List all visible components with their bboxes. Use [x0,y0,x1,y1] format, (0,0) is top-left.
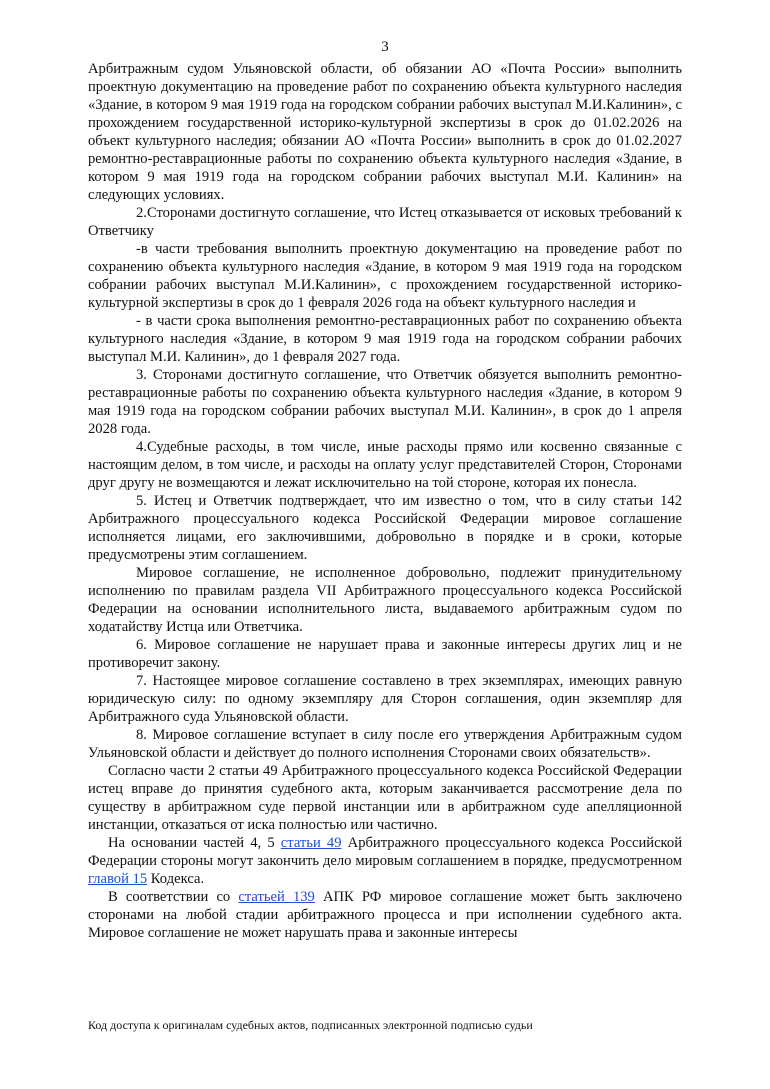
paragraph-clause-8: 8. Мировое соглашение вступает в силу после его утверждения Арбитражным судом Ульяновской области и действует до полного исполнения Сторонами своих обязательств». [88,727,682,761]
paragraph-clause-4: 4.Судебные расходы, в том числе, иные расходы прямо или косвенно связанные с настоящим делом, в том числе, и расходы на оплату услуг представителей Сторон, Сторонами друг другу не возмещаются и лежат исключительно на той стороне, которая их понесла. [88,439,682,491]
article-139-text-1: В соответствии со [108,889,239,905]
paragraph-clause-2: 2.Сторонами достигнуто соглашение, что Истец отказывается от исковых требований к Ответчику [88,205,682,239]
page-number: 3 [381,39,389,55]
legal-basis-text-3: Кодекса. [147,871,205,887]
article-139-text-2: АПК РФ мировое соглашение может быть заключено сторонами на любой стадии арбитражного процесса и при исполнении судебного акта. Мировое соглашение не может нарушать права и законные интересы [88,889,682,941]
paragraph-article-139 [88,888,682,942]
access-code-footer: Код доступа к оригиналам судебных актов, подписанных электронной подписью судьи [88,1018,533,1032]
paragraph-clause-2-item-1: -в части требования выполнить проектную документацию на проведение работ по сохранению объекта культурного наследия «Здание, в котором 9 мая 1919 года на городском собрании рабочих выступал М.И.Калинин», с прохождением государственной историко-культурной экспертизы в срок до 1 февраля 2026 года на объект культурного наследия и [88,241,682,311]
paragraph-enforcement: Мировое соглашение, не исполненное добровольно, подлежит принудительному исполнению по правилам раздела VII Арбитражного процессуального кодекса Российской Федерации на основании исполнительного листа, выдаваемого арбитражным судом по ходатайству Истца или Ответчика. [88,565,682,635]
paragraph-article-49: Согласно части 2 статьи 49 Арбитражного процессуального кодекса Российской Федерации истец вправе до принятия судебного акта, которым заканчивается рассмотрение дела по существу в арбитражном суде первой инстанции или в арбитражном суде апелляционной инстанции, отказаться от иска полностью или частично. [88,763,682,833]
article-49-link[interactable]: статьи 49 [280,835,342,851]
paragraph-clause-3: 3. Сторонами достигнуто соглашение, что Ответчик обязуется выполнить ремонтно-реставрационные работы по сохранению объекта культурного наследия «Здание, в котором 9 мая 1919 года на городском собрании рабочих выступал М.И. Калинин», в срок до 1 апреля 2028 года. [88,367,682,437]
legal-basis-text-2: Арбитражного процессуального кодекса Российской Федерации стороны могут закончить дело мировым соглашением в порядке, предусмотренном [88,835,683,869]
chapter-15-link[interactable]: главой 15 [88,871,148,887]
paragraph-clause-5: 5. Истец и Ответчик подтверждает, что им известно о том, что в силу статьи 142 Арбитражного процессуального кодекса Российской Федерации мировое соглашение исполняется лицами, его заключившими, добровольно в порядке и в сроки, которые предусмотрены этим соглашением. [88,493,682,563]
paragraph-clause-2-item-2: - в части срока выполнения ремонтно-реставрационных работ по сохранению объекта культурного наследия «Здание, в котором 9 мая 1919 года на городском собрании рабочих выступал М.И. Калинин», до 1 февраля 2027 года. [88,313,682,365]
document-body [88,60,682,942]
legal-basis-text-1: На основании частей 4, 5 [108,835,281,851]
paragraph-clause-7: 7. Настоящее мировое соглашение составлено в трех экземплярах, имеющих равную юридическую силу: по одному экземпляру для Сторон соглашения, один экземпляр для Арбитражного суда Ульяновской области. [88,673,682,725]
paragraph-legal-basis [88,834,682,888]
paragraph-clause-6: 6. Мировое соглашение не нарушает права и законные интересы других лиц и не противоречит закону. [88,637,682,671]
article-139-link[interactable]: статьей 139 [238,889,315,905]
paragraph-intro: Арбитражным судом Ульяновской области, об обязании АО «Почта России» выполнить проектную документацию на проведение работ по сохранению объекта культурного наследия «Здание, в котором 9 мая 1919 года на городском собрании рабочих выступал М.И.Калинин», с прохождением государственной историко-культурной экспертизы в срок до 01.02.2026 на объект культурного наследия; обязании АО «Почта России» выполнить в срок до 01.02.2027 ремонтно-реставрационные работы по сохранению объекта культурного наследия «Здание, в котором 9 мая 1919 года на городском собрании рабочих выступал М.И. Калинин» на следующих условиях. [88,61,682,203]
